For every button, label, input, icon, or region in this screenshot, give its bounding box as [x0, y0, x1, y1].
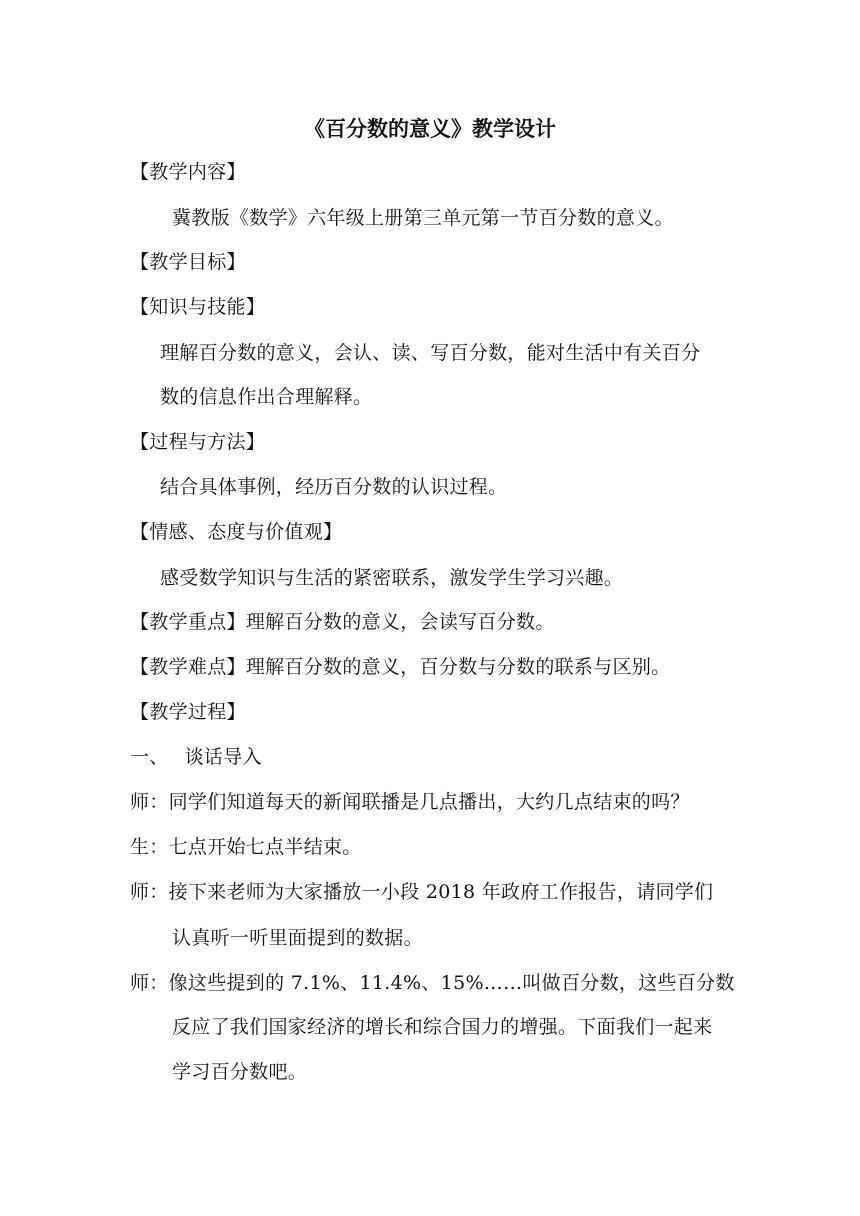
process-method-heading: 【过程与方法】 [130, 431, 266, 453]
dialogue-3 [130, 879, 713, 905]
teaching-content-text: 冀教版《数学》六年级上册第三单元第一节百分数的意义。 [172, 207, 674, 229]
speaker-label: 师： [130, 972, 169, 994]
teaching-goals-heading: 【教学目标】 [130, 251, 246, 273]
document-title: 《百分数的意义》教学设计 [304, 116, 556, 141]
dialogue-4-continuation-2: 学习百分数吧。 [172, 1061, 308, 1083]
teaching-content-heading: 【教学内容】 [130, 161, 246, 183]
speaker-label: 生： [130, 836, 169, 858]
section-1-title: 谈话导入 [184, 746, 262, 768]
attitude-values-text: 感受数学知识与生活的紧密联系，激发学生学习兴趣。 [160, 567, 624, 589]
dialogue-1 [130, 789, 690, 815]
dialogue-line: 同学们知道每天的新闻联播是几点播出，大约几点结束的吗？ [168, 791, 690, 813]
knowledge-skills-text-line-2: 数的信息作出合理解释。 [160, 386, 373, 408]
dialogue-4-continuation-1: 反应了我们国家经济的增长和综合国力的增强。下面我们一起来 [172, 1016, 713, 1038]
dialogue-line: 接下来老师为大家播放一小段 2018 年政府工作报告，请同学们 [168, 881, 714, 903]
process-method-text: 结合具体事例，经历百分数的认识过程。 [160, 476, 508, 498]
key-point-text: 理解百分数的意义，会读写百分数。 [245, 611, 555, 633]
key-point-line [130, 609, 555, 635]
difficulty-heading: 【教学难点】 [130, 656, 246, 678]
dialogue-line: 七点开始七点半结束。 [168, 836, 362, 858]
teaching-process-heading: 【教学过程】 [130, 701, 246, 723]
dialogue-line: 像这些提到的 7.1%、11.4%、15%……叫做百分数，这些百分数 [168, 972, 735, 994]
section-1-heading [130, 744, 262, 770]
dialogue-4 [130, 970, 735, 996]
key-point-heading: 【教学重点】 [130, 611, 246, 633]
section-1-number: 一、 [130, 746, 169, 768]
knowledge-skills-heading: 【知识与技能】 [130, 296, 266, 318]
attitude-values-heading: 【情感、态度与价值观】 [130, 521, 343, 543]
speaker-label: 师： [130, 791, 169, 813]
difficulty-text: 理解百分数的意义，百分数与分数的联系与区别。 [245, 656, 671, 678]
speaker-label: 师： [130, 881, 169, 903]
dialogue-2 [130, 834, 362, 860]
knowledge-skills-text-line-1: 理解百分数的意义，会认、读、写百分数，能对生活中有关百分 [160, 342, 701, 364]
dialogue-3-continuation: 认真听一听里面提到的数据。 [172, 927, 423, 949]
difficulty-line [130, 654, 670, 680]
